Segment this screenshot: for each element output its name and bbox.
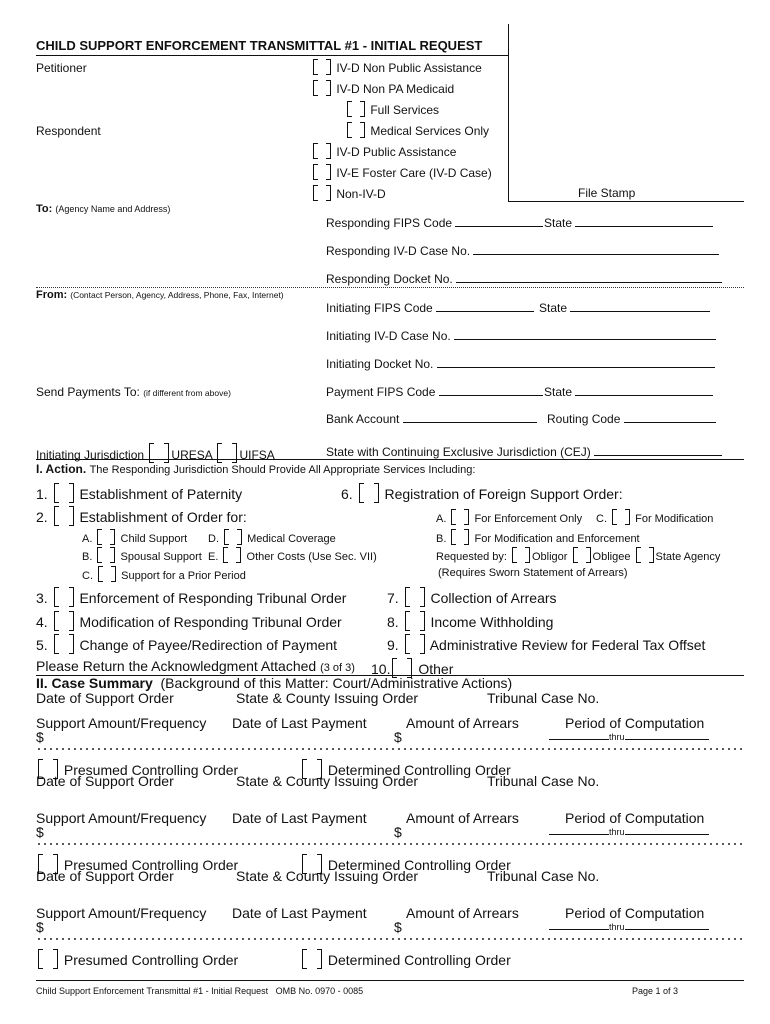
support-amount-label: Support Amount/Frequency — [36, 810, 207, 826]
checkbox-icon[interactable] — [52, 506, 76, 526]
checkbox-icon[interactable] — [311, 59, 333, 75]
tribunal-case-label: Tribunal Case No. — [487, 690, 600, 706]
checkbox-icon[interactable] — [96, 566, 118, 582]
to-label: To: (Agency Name and Address) — [36, 203, 171, 215]
tribunal-case-label: Tribunal Case No. — [487, 868, 600, 884]
checkbox-icon[interactable] — [311, 80, 333, 96]
checkbox-icon[interactable] — [95, 529, 117, 545]
arrears-dollar: $ — [394, 729, 402, 745]
payment-state-field[interactable]: State — [544, 385, 713, 399]
respondent-label: Respondent — [36, 124, 101, 138]
checkbox-icon[interactable] — [357, 483, 381, 503]
case-type-ivd-medicaid[interactable]: IV-D Non PA Medicaid — [311, 80, 454, 96]
presumed-controlling-1[interactable]: Presumed Controlling Order — [36, 759, 238, 779]
checkbox-obligee-icon[interactable] — [571, 547, 593, 563]
action-7[interactable]: 7. Collection of Arrears — [387, 587, 557, 607]
checkbox-uifsa-icon[interactable] — [215, 443, 239, 463]
footer-rule — [36, 980, 744, 981]
checkbox-state-agency-icon[interactable] — [634, 547, 656, 563]
responding-fips-field[interactable]: Responding FIPS Code — [326, 216, 543, 230]
presumed-controlling-2[interactable]: Presumed Controlling Order — [36, 854, 238, 874]
period-label: Period of Computation — [565, 905, 705, 921]
petitioner-label: Petitioner — [36, 61, 87, 75]
checkbox-icon[interactable] — [221, 547, 243, 563]
action-8[interactable]: 8. Income Withholding — [387, 611, 553, 631]
support-amount-label: Support Amount/Frequency — [36, 715, 207, 731]
checkbox-icon[interactable] — [610, 509, 632, 525]
action-6c[interactable]: C. For Modification — [596, 509, 713, 525]
action-1[interactable]: 1. Establishment of Paternity — [36, 483, 242, 503]
arrears-label: Amount of Arrears — [406, 905, 519, 921]
determined-controlling-2[interactable]: Determined Controlling Order — [300, 854, 511, 874]
support-amount-label: Support Amount/Frequency — [36, 905, 207, 921]
action-9[interactable]: 9. Administrative Review for Federal Tax Offset — [387, 634, 705, 654]
case-type-ivd-npa[interactable]: IV-D Non Public Assistance — [311, 59, 482, 75]
checkbox-icon[interactable] — [311, 164, 333, 180]
date-of-order-label: Date of Support Order — [36, 773, 174, 789]
checkbox-icon[interactable] — [345, 122, 367, 138]
initiating-state-field[interactable]: State — [539, 301, 710, 315]
sworn-note: (Requires Sworn Statement of Arrears) — [438, 567, 628, 579]
state-county-label: State & County Issuing Order — [236, 773, 419, 789]
checkbox-icon[interactable] — [222, 529, 244, 545]
checkbox-icon[interactable] — [36, 949, 60, 969]
determined-controlling-1[interactable]: Determined Controlling Order — [300, 759, 511, 779]
case-type-non-ivd[interactable]: Non-IV-D — [311, 185, 386, 201]
case-type-medical-only[interactable]: Medical Services Only — [345, 122, 489, 138]
checkbox-icon[interactable] — [52, 483, 76, 503]
ack-request: Please Return the Acknowledgment Attached (3 of 3) — [36, 658, 355, 674]
arrears-label: Amount of Arrears — [406, 715, 519, 731]
period-range[interactable]: thru — [549, 827, 709, 837]
file-stamp-label: File Stamp — [578, 186, 636, 200]
action-6[interactable]: 6. Registration of Foreign Support Order: — [341, 483, 623, 503]
action-2[interactable]: 2. Establishment of Order for: — [36, 506, 247, 526]
period-label: Period of Computation — [565, 715, 705, 731]
action-rule — [36, 459, 744, 460]
action-5[interactable]: 5. Change of Payee/Redirection of Payment — [36, 634, 337, 654]
date-of-order-label: Date of Support Order — [36, 690, 174, 706]
file-stamp-bottom-rule — [508, 201, 744, 202]
case-type-ive-foster[interactable]: IV-E Foster Care (IV-D Case) — [311, 164, 492, 180]
action-6a[interactable]: A. For Enforcement Only — [436, 509, 582, 525]
checkbox-icon[interactable] — [300, 949, 324, 969]
date-of-order-label: Date of Support Order — [36, 868, 174, 884]
send-payments-label: Send Payments To: (if different from above) — [36, 385, 231, 399]
checkbox-icon[interactable] — [311, 143, 333, 159]
state-county-label: State & County Issuing Order — [236, 868, 419, 884]
footer-page-number: Page 1 of 3 — [632, 986, 679, 996]
dotted-separator — [36, 843, 742, 845]
action-2e[interactable]: E. Other Costs (Use Sec. VII) — [208, 547, 377, 563]
initiating-fips-field[interactable]: Initiating FIPS Code — [326, 301, 534, 315]
case-type-full-services[interactable]: Full Services — [345, 101, 439, 117]
dotted-separator — [36, 748, 742, 750]
period-range[interactable]: thru — [549, 922, 709, 932]
initiating-docket-field[interactable]: Initiating Docket No. — [326, 357, 715, 371]
checkbox-icon[interactable] — [403, 634, 427, 654]
checkbox-icon[interactable] — [95, 547, 117, 563]
action-2c[interactable]: C. Support for a Prior Period — [82, 566, 246, 582]
responding-docket-field[interactable]: Responding Docket No. — [326, 272, 722, 286]
action-3[interactable]: 3. Enforcement of Responding Tribunal Order — [36, 587, 346, 607]
checkbox-uresa-icon[interactable] — [147, 443, 171, 463]
dotted-separator — [36, 938, 742, 940]
bank-account-field[interactable]: Bank Account — [326, 412, 537, 426]
section-divider — [36, 287, 744, 288]
last-payment-label: Date of Last Payment — [232, 810, 367, 826]
support-dollar: $ — [36, 919, 44, 935]
arrears-dollar: $ — [394, 919, 402, 935]
routing-code-field[interactable]: Routing Code — [547, 412, 716, 426]
checkbox-icon[interactable] — [311, 185, 333, 201]
payment-fips-field[interactable]: Payment FIPS Code — [326, 385, 543, 399]
initiating-ivd-field[interactable]: Initiating IV-D Case No. — [326, 329, 716, 343]
action-6b[interactable]: B. For Modification and Enforcement — [436, 529, 640, 545]
initiating-jurisdiction: Initiating Jurisdiction URESA UIFSA — [36, 443, 275, 463]
support-dollar: $ — [36, 824, 44, 840]
last-payment-label: Date of Last Payment — [232, 715, 367, 731]
responding-ivd-field[interactable]: Responding IV-D Case No. — [326, 244, 719, 258]
case-type-ivd-pa[interactable]: IV-D Public Assistance — [311, 143, 456, 159]
last-payment-label: Date of Last Payment — [232, 905, 367, 921]
from-label: From: (Contact Person, Agency, Address, Phone, Fax, Internet) — [36, 289, 284, 301]
title-rule — [36, 55, 508, 56]
checkbox-icon[interactable] — [52, 611, 76, 631]
footer-form-name: Child Support Enforcement Transmittal #1 - Initial Request OMB No. 0970 - 0085 — [36, 986, 364, 996]
form-title: CHILD SUPPORT ENFORCEMENT TRANSMITTAL #1 - INITIAL REQUEST — [36, 38, 483, 53]
checkbox-icon[interactable] — [403, 587, 427, 607]
summary-heading: II. Case Summary (Background of this Matter: Court/Administrative Actions) — [36, 675, 513, 691]
checkbox-icon[interactable] — [345, 101, 367, 117]
requested-by: Requested by: Obligor Obligee State Agency — [436, 547, 720, 563]
presumed-controlling-3[interactable]: Presumed Controlling Order — [36, 949, 238, 969]
determined-controlling-3[interactable]: Determined Controlling Order — [300, 949, 511, 969]
state-county-label: State & County Issuing Order — [236, 690, 419, 706]
action-2a[interactable]: A. Child Support — [82, 529, 187, 545]
arrears-dollar: $ — [394, 824, 402, 840]
action-2b[interactable]: B. Spousal Support — [82, 547, 202, 563]
checkbox-icon[interactable] — [52, 634, 76, 654]
action-10[interactable]: 10. Other — [371, 658, 453, 678]
period-label: Period of Computation — [565, 810, 705, 826]
tribunal-case-label: Tribunal Case No. — [487, 773, 600, 789]
checkbox-obligor-icon[interactable] — [510, 547, 532, 563]
checkbox-icon[interactable] — [449, 509, 471, 525]
checkbox-icon[interactable] — [403, 611, 427, 631]
action-4[interactable]: 4. Modification of Responding Tribunal Order — [36, 611, 342, 631]
support-dollar: $ — [36, 729, 44, 745]
action-heading: I. Action. The Responding Jurisdiction Should Provide All Appropriate Services Including: — [36, 462, 476, 476]
checkbox-icon[interactable] — [449, 529, 471, 545]
cej-field[interactable]: State with Continuing Exclusive Jurisdiction (CEJ) — [326, 445, 722, 459]
period-range[interactable]: thru — [549, 732, 709, 742]
action-2d[interactable]: D. Medical Coverage — [208, 529, 336, 545]
arrears-label: Amount of Arrears — [406, 810, 519, 826]
checkbox-icon[interactable] — [52, 587, 76, 607]
responding-state-field[interactable]: State — [544, 216, 713, 230]
file-stamp-divider — [508, 24, 509, 202]
